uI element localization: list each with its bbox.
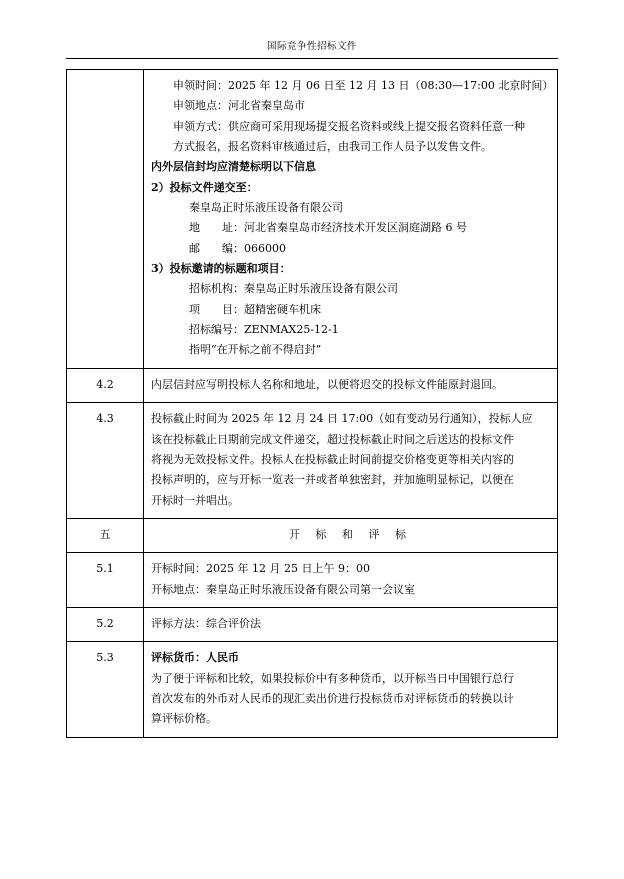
clause-line: 3）投标邀请的标题和项目： (151, 262, 291, 276)
clause-line: 秦皇岛正时乐液压设备有限公司 (189, 201, 343, 215)
clause-line: 内外层信封均应清楚标明以下信息 (151, 160, 316, 174)
table-row (67, 607, 558, 641)
clause-line: 招标编号：ZENMAX25-12-1 (189, 323, 339, 337)
clause-body (144, 607, 558, 641)
clause-line: 开标时一并唱出。 (151, 493, 239, 507)
clause-number (67, 70, 144, 369)
clause-line: 方式报名，报名资料审核通过后，由我司工作人员予以发售文件。 (173, 140, 492, 154)
clause-line: 评标货币：人民币 (151, 651, 239, 665)
clause-table-body (67, 70, 558, 738)
clause-number: 5.1 (67, 553, 144, 608)
table-row (67, 403, 558, 519)
page-header: 国际竞争性招标文件 (66, 38, 558, 59)
clause-line: 将视为无效投标文件。投标人在投标截止时间前提交价格变更等相关内容的 (151, 452, 514, 466)
clause-line: 指明“在开标之前不得启封” (189, 343, 322, 357)
clause-line: 邮 编：066000 (189, 241, 286, 255)
clause-line: 投标截止时间为 2025 年 12 月 24 日 17:00（如有变动另行通知），投标人应 (151, 412, 533, 426)
clause-number: 4.3 (67, 403, 144, 519)
clause-body (144, 368, 558, 402)
clause-line: 项 目：超精密硬车机床 (189, 302, 321, 316)
clause-body (144, 642, 558, 737)
clause-body (144, 70, 558, 369)
clause-body (144, 553, 558, 608)
clause-number: 5.2 (67, 607, 144, 641)
clause-table (66, 69, 558, 738)
clause-line: 招标机构：秦皇岛正时乐液压设备有限公司 (189, 282, 398, 296)
table-row (67, 553, 558, 608)
clause-line: 地 址：河北省秦皇岛市经济技术开发区洞庭湖路 6 号 (189, 221, 467, 235)
clause-line: 申领方式：供应商可采用现场提交报名资料或线上提交报名资料任意一种 (173, 119, 525, 133)
clause-line: 评标方法：综合评价法 (151, 616, 261, 630)
clause-line: 申领地点：河北省秦皇岛市 (173, 99, 305, 113)
clause-line: 投标声明的，应与开标一览表一并或者单独密封，并加施明显标记，以便在 (151, 473, 514, 487)
clause-body (144, 403, 558, 519)
section-title: 开 标 和 评 标 (144, 518, 558, 552)
clause-line: 开标地点：秦皇岛正时乐液压设备有限公司第一会议室 (151, 582, 415, 596)
table-row (67, 368, 558, 402)
clause-line: 申领时间：2025 年 12 月 06 日至 12 月 13 日（08:30—17:00 北京时间） (173, 79, 554, 92)
clause-line: 为了便于评标和比较，如果投标价中有多种货币，以开标当日中国银行总行 (151, 671, 514, 685)
table-row (67, 70, 558, 369)
table-row-section (67, 518, 558, 552)
section-number: 五 (67, 518, 144, 552)
clause-number: 5.3 (67, 642, 144, 737)
clause-number: 4.2 (67, 368, 144, 402)
clause-line: 首次发布的外币对人民币的现汇卖出价进行投标货币对评标货币的转换以计 (151, 691, 514, 705)
table-row (67, 642, 558, 737)
clause-line: 算评标价格。 (151, 712, 217, 726)
clause-line: 该在投标截止日期前完成文件递交，超过投标截止时间之后送达的投标文件 (151, 432, 514, 446)
clause-line: 内层信封应写明投标人名称和地址，以便将迟交的投标文件能原封退回。 (151, 377, 503, 391)
clause-line: 2）投标文件递交至： (151, 180, 258, 194)
clause-line: 开标时间：2025 年 12 月 25 日上午 9：00 (151, 562, 370, 576)
